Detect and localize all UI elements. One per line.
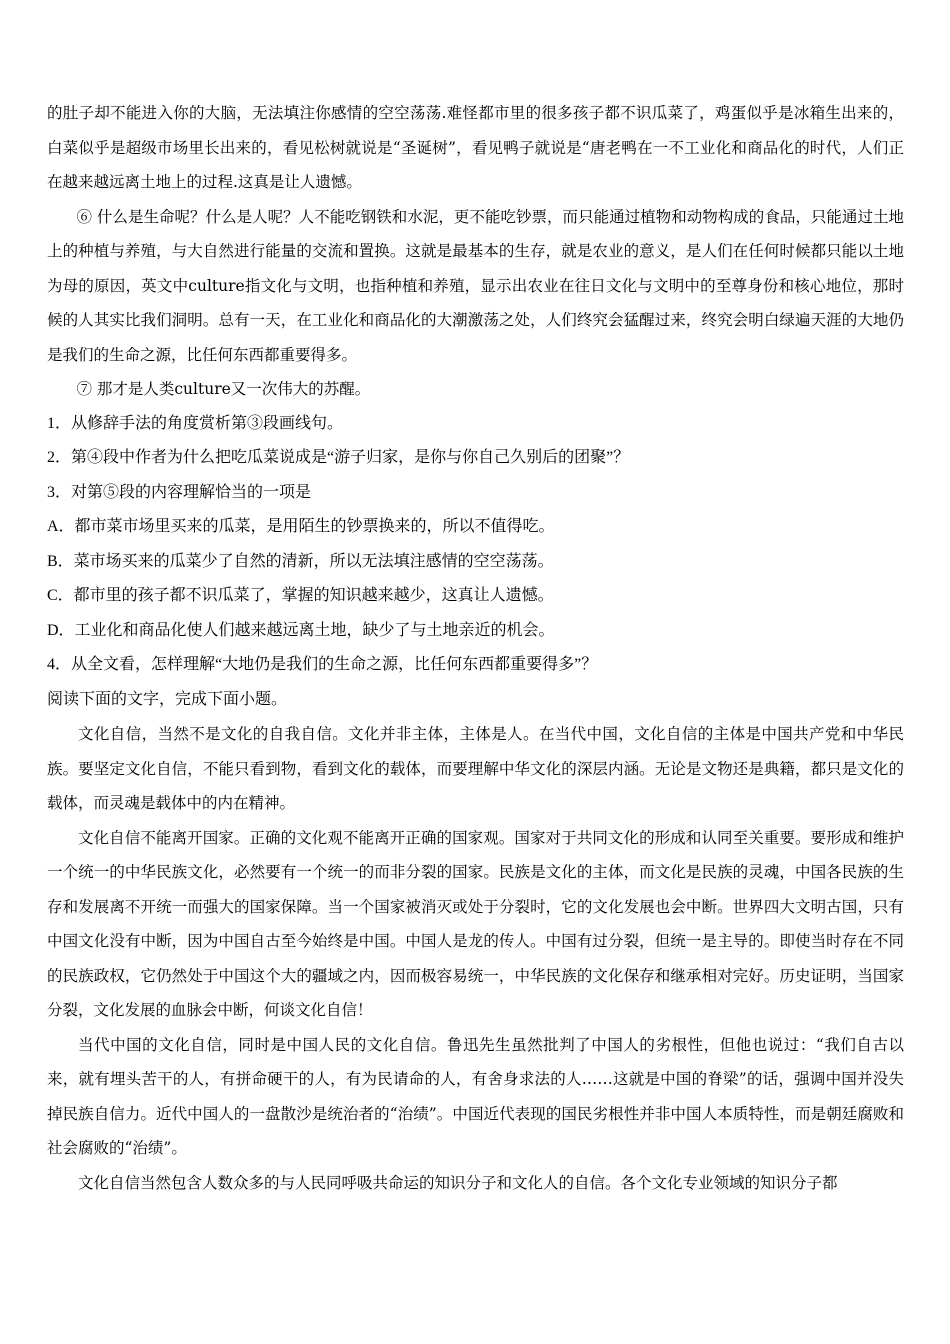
passage1-paragraph-7: ⑦ 那才是人类culture又一次伟大的苏醒。	[76, 380, 371, 398]
question-2: 2．第④段中作者为什么把吃瓜菜说成是“游子归家，是你与你自己久别后的团聚”？	[47, 449, 630, 466]
question-4: 4．从全文看，怎样理解“大地仍是我们的生命之源，比任何东西都重要得多”？	[47, 656, 598, 673]
reading-instruction: 阅读下面的文字，完成下面小题。	[47, 690, 288, 708]
passage2-paragraph-1: 文化自信，当然不是文化的自我自信。文化并非主体，主体是人。在当代中国，文化自信的主体是中国共产党和中华民族。要坚定文化自信，不能只看到物，看到文化的载体，而要理解中华文化的深层内涵。无论是文物还是典籍，都只是文化的载体，而灵魂是载体中的内在精神。	[47, 725, 904, 812]
document-page	[47, 96, 904, 1200]
passage1-paragraph-6: ⑥ 什么是生命呢？什么是人呢？人不能吃钢铁和水泥，更不能吃钞票，而只能通过植物和动物构成的食品，只能通过土地上的种植与养殖，与大自然进行能量的交流和置换。这就是最基本的生存，就是农业的意义，是人们在任何时候都只能以土地为母的原因，英文中culture指文化与文明，也指种植和养殖，显示出农业在往日文化与文明中的至尊身份和核心地位，那时候的人其实比我们洞明。总有一天，在工业化和商品化的大潮激荡之处，人们终究会猛醒过来，终究会明白绿遍天涯的大地仍是我们的生命之源，比任何东西都重要得多。	[47, 207, 904, 364]
question-3: 3．对第⑤段的内容理解恰当的一项是	[47, 483, 312, 501]
option-a: A．都市菜市场里买来的瓜菜，是用陌生的钞票换来的，所以不值得吃。	[47, 518, 555, 535]
passage2-paragraph-4: 文化自信当然包含人数众多的与人民同呼吸共命运的知识分子和文化人的自信。各个文化专业领域的知识分子都	[78, 1173, 838, 1192]
option-c: C．都市里的孩子都不识瓜菜了，掌握的知识越来越少，这真让人遗憾。	[47, 587, 554, 604]
question-1: 1．从修辞手法的角度赏析第③段画线句。	[47, 414, 344, 432]
option-d: D．工业化和商品化使人们越来越远离土地，缺少了与土地亲近的机会。	[47, 621, 555, 639]
passage2-paragraph-3: 当代中国的文化自信，同时是中国人民的文化自信。鲁迅先生虽然批判了中国人的劣根性，但他也说过：“我们自古以来，就有埋头苦干的人，有拼命硬干的人，有为民请命的人，有舍身求法的人……这就是中国的脊梁”的话，强调中国并没失掉民族自信力。近代中国人的一盘散沙是统治者的“治绩”。中国近代表现的国民劣根性并非中国人本质特性，而是朝廷腐败和社会腐败的“治绩”。	[47, 1035, 904, 1157]
passage1-continuation: 的肚子却不能进入你的大脑，无法填注你感情的空空荡荡.难怪都市里的很多孩子都不识瓜菜了，鸡蛋似乎是冰箱生出来的，白菜似乎是超级市场里长出来的，看见松树就说是“圣诞树”，看见鸭子就说是“唐老鸭在一不工业化和商品化的时代，人们正在越来越远离土地上的过程.这真是让人遗憾。	[47, 104, 904, 191]
option-b: B．菜市场买来的瓜菜少了自然的清新，所以无法填注感情的空空荡荡。	[47, 552, 554, 570]
passage2-paragraph-2: 文化自信不能离开国家。正确的文化观不能离开正确的国家观。国家对于共同文化的形成和认同至关重要。要形成和维护一个统一的中华民族文化，必然要有一个统一的而非分裂的国家。民族是文化的主体，而文化是民族的灵魂，中国各民族的生存和发展离不开统一而强大的国家保障。当一个国家被消灭或处于分裂时，它的文化发展也会中断。世界四大文明古国，只有中国文化没有中断，因为中国自古至今始终是中国。中国人是龙的传人。中国有过分裂，但统一是主导的。即使当时存在不同的民族政权，它仍然处于中国这个大的疆域之内，因而极容易统一，中华民族的文化保存和继承相对完好。历史证明，当国家分裂，文化发展的血脉会中断，何谈文化自信！	[47, 828, 904, 1019]
